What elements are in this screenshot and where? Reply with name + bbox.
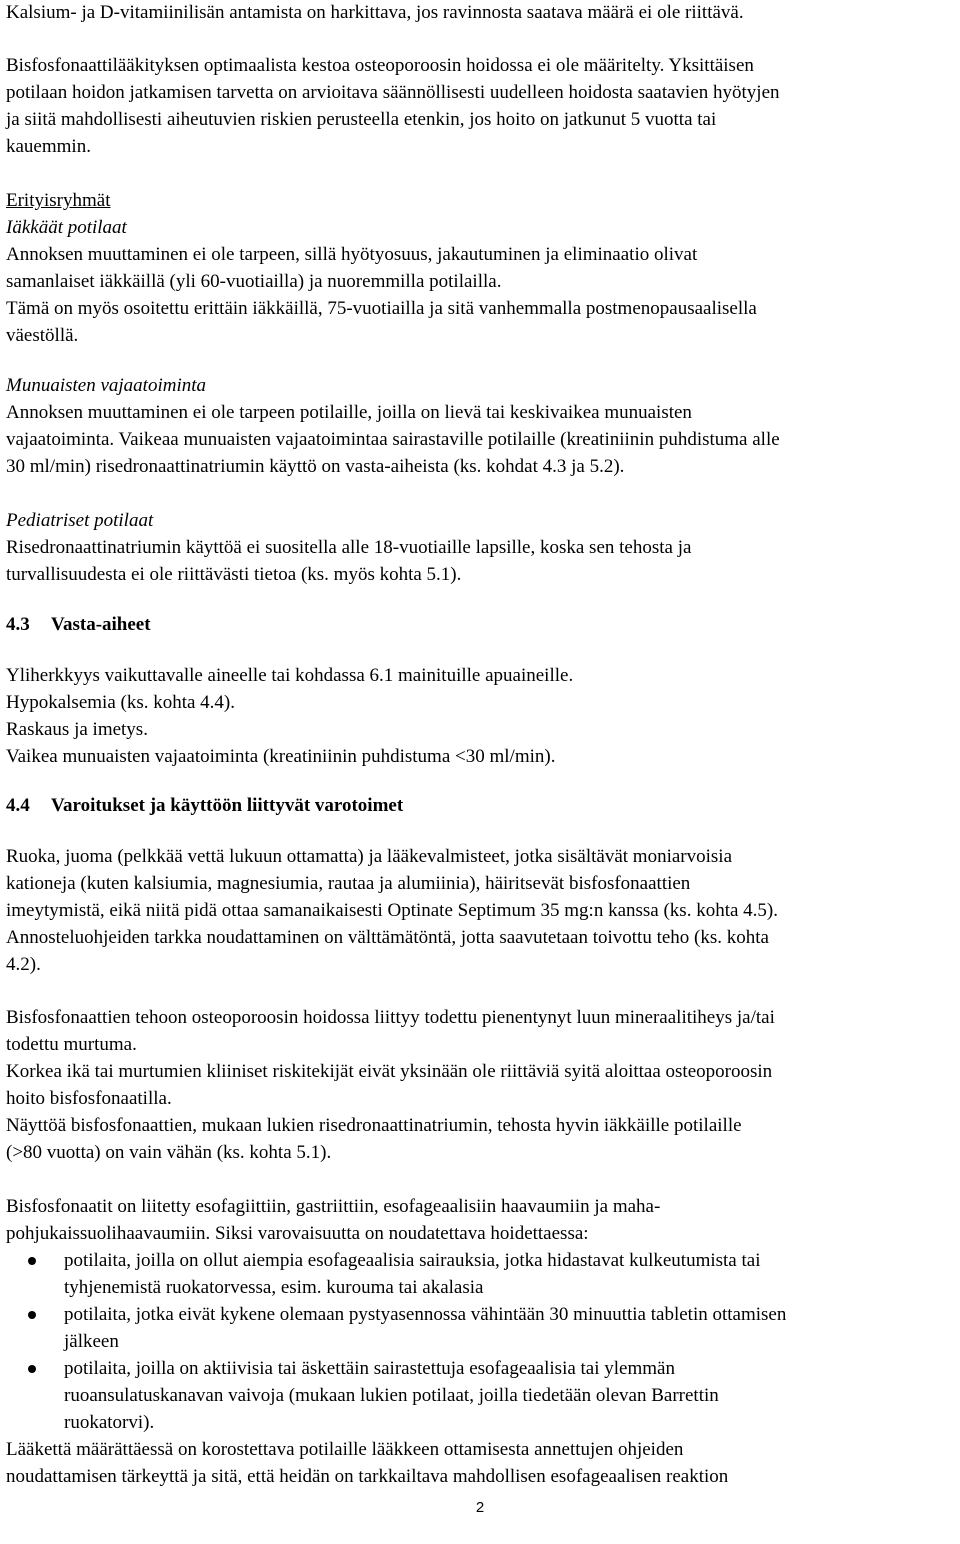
special-groups-block [6,187,956,349]
bullet-icon [28,1257,36,1265]
text-line: vajaatoiminta. Vaikeaa munuaisten vajaatoimintaa sairastaville potilaille (kreatiniinin puhdistuma alle [6,429,780,450]
text-line: potilaita, jotka eivät kykene olemaan pystyasennossa vähintään 30 minuuttia tabletin ottamisen [64,1304,787,1325]
text-line: potilaita, joilla on aktiivisia tai äskettäin sairastettuja esofageaalisia tai ylemmän [64,1358,675,1379]
text-line: turvallisuudesta ei ole riittävästi tietoa (ks. myös kohta 5.1). [6,564,462,585]
text-line: 30 ml/min) risedronaattinatriumin käyttö on vasta-aiheista (ks. kohdat 4.3 ja 5.2). [6,456,625,477]
pediatric-heading: Pediatriset potilaat [6,510,154,531]
text-line: Ruoka, juoma (pelkkää vettä lukuun ottamatta) ja lääkevalmisteet, jotka sisältävät moniarvoisia [6,846,732,867]
warnings-paragraph-1 [6,843,956,978]
warnings-paragraph-3 [6,1193,956,1247]
text-line: Risedronaattinatriumin käyttöä ei suositella alle 18-vuotiaille lapsille, koska sen tehosta ja [6,537,692,558]
bullet-icon [28,1311,36,1319]
section-4-4-heading [6,792,403,819]
text-line: Hypokalsemia (ks. kohta 4.4). [6,692,236,713]
text-line: Lääkettä määrättäessä on korostettava potilaille lääkkeen ottamisesta annettujen ohjeiden [6,1439,684,1460]
section-number: 4.4 [6,795,30,816]
text-line: Raskaus ja imetys. [6,719,148,740]
page-number: 2 [475,1499,485,1516]
section-number: 4.3 [6,614,30,635]
elderly-heading: Iäkkäät potilaat [6,217,127,238]
text-line: ruokatorvi). [64,1412,155,1433]
pediatric-block [6,507,956,588]
text-line: potilaita, joilla on ollut aiempia esofageaalisia sairauksia, jotka hidastavat kulkeutumista tai [64,1250,761,1271]
text-line: Vaikea munuaisten vajaatoiminta (kreatiniinin puhdistuma <30 ml/min). [6,746,556,767]
text-line: jälkeen [64,1331,119,1352]
list-item [6,1301,956,1355]
text-line: Annosteluohjeiden tarkka noudattaminen on välttämätöntä, jotta saavutetaan toivottu teho (ks. kohta [6,927,769,948]
section-title: Varoitukset ja käyttöön liittyvät varotoimet [51,795,404,816]
text-line: Annoksen muuttaminen ei ole tarpeen potilaille, joilla on lievä tai keskivaikea munuaisten [6,402,692,423]
text-line: Yliherkkyys vaikuttavalle aineelle tai kohdassa 6.1 mainituille apuaineille. [6,665,574,686]
calcium-paragraph [6,0,956,26]
text-line: tyhjenemistä ruokatorvessa, esim. kurouma tai akalasia [64,1277,484,1298]
text-line: hoito bisfosfonaatilla. [6,1088,172,1109]
text-line: Bisfosfonaattien tehoon osteoporoosin hoidossa liittyy todettu pienentynyt luun mineraalitiheys ja/tai [6,1007,775,1028]
text-line: Korkea ikä tai murtumien kliiniset riskitekijät eivät yksinään ole riittäviä syitä aloittaa osteoporoosin [6,1061,773,1082]
treatment-duration-paragraph [6,52,956,160]
text-line: Tämä on myös osoitettu erittäin iäkkäillä, 75-vuotiailla ja sitä vanhemmalla postmenopausaalisella [6,298,757,319]
text-line: imeytymistä, eikä niitä pidä ottaa samanaikaisesti Optinate Septimum 35 mg:n kanssa (ks. kohta 4.5). [6,900,778,921]
section-title: Vasta-aiheet [51,614,151,635]
text-line: Näyttöä bisfosfonaattien, mukaan lukien risedronaattinatriumin, tehosta hyvin iäkkäille potilaille [6,1115,742,1136]
list-item [6,1355,956,1436]
renal-heading: Munuaisten vajaatoiminta [6,375,207,396]
special-groups-heading: Erityisryhmät [6,190,111,211]
text-line: 4.2). [6,954,41,975]
text-line: todettu murtuma. [6,1034,137,1055]
text-line: (>80 vuotta) on vain vähän (ks. kohta 5.1). [6,1142,332,1163]
text-line: väestöllä. [6,325,79,346]
text-line: noudattamisen tärkeyttä ja sitä, että heidän on tarkkailtava mahdollisen esofageaalisen reaktion [6,1466,729,1487]
text-line: ja siitä mahdollisesti aiheutuvien riskien perusteella etenkin, jos hoito on jatkunut 5 vuotta tai [6,109,717,130]
list-item [6,1247,956,1301]
text-line: Bisfosfonaatit on liitetty esofagiittiin, gastriittiin, esofageaalisiin haavaumiin ja maha- [6,1196,661,1217]
section-4-3-heading [6,611,151,638]
warnings-paragraph-4 [6,1436,956,1490]
text-line: samanlaiset iäkkäillä (yli 60-vuotiailla) ja nuoremmilla potilailla. [6,271,502,292]
bullet-icon [28,1365,36,1373]
contraindications-list [6,662,956,770]
text-line: potilaan hoidon jatkamisen tarvetta on arvioitava säännöllisesti uudelleen hoidosta saatavien hyötyjen [6,82,780,103]
text-line: ruoansulatuskanavan vaivoja (mukaan lukien potilaat, joilla tiedetään olevan Barrettin [64,1385,719,1406]
warnings-paragraph-2 [6,1004,956,1166]
text-line: kationeja (kuten kalsiumia, magnesiumia, rautaa ja alumiinia), häiritsevät bisfosfonaattien [6,873,691,894]
renal-block [6,372,956,480]
text-line: Bisfosfonaattilääkityksen optimaalista kestoa osteoporoosin hoidossa ei ole määritelty. Yksittäisen [6,55,754,76]
text-line: pohjukaissuolihaavaumiin. Siksi varovaisuutta on noudatettava hoidettaessa: [6,1223,589,1244]
bullet-list [6,1247,956,1436]
text-line: kauemmin. [6,136,91,157]
text-line: Annoksen muuttaminen ei ole tarpeen, sillä hyötyosuus, jakautuminen ja eliminaatio olivat [6,244,698,265]
text-line: Kalsium- ja D-vitamiinilisän antamista on harkittava, jos ravinnosta saatava määrä ei ole riittävä. [6,2,744,23]
